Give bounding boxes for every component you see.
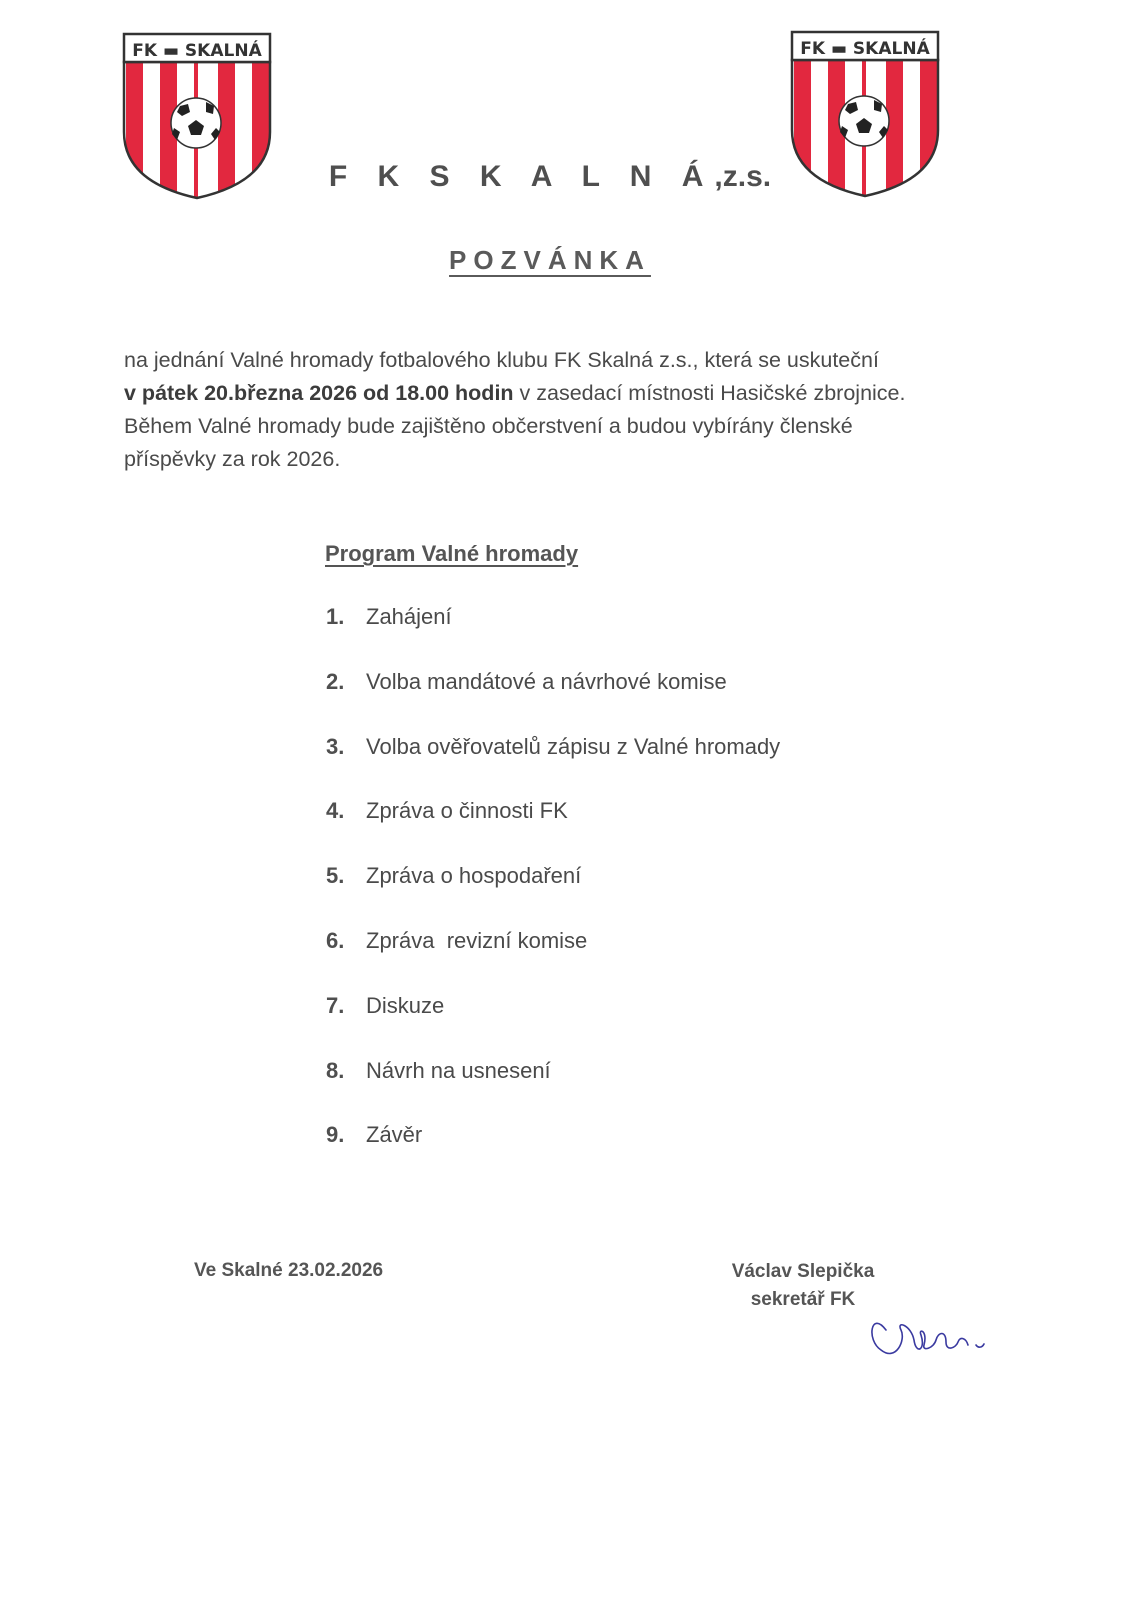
club-name: F K S K A L N Á — [328, 160, 715, 193]
agenda-item — [326, 1122, 780, 1187]
agenda-text: Zpráva o činnosti FK — [366, 798, 568, 824]
meeting-datetime: v pátek 20.března 2026 od 18.00 hodin — [124, 381, 514, 405]
intro-line-1: na jednání Valné hromady fotbalového klubu FK Skalná z.s., která se uskuteční — [124, 348, 879, 372]
agenda-item — [326, 928, 780, 993]
meeting-location: v zasedací místnosti Hasičské zbrojnice. — [513, 381, 906, 405]
intro-line-3: Během Valné hromady bude zajištěno občerstvení a budou vybírány členské — [124, 414, 853, 438]
agenda-text: Zpráva revizní komise — [366, 927, 588, 953]
agenda-number: 1. — [326, 604, 345, 629]
agenda-text: Návrh na usnesení — [366, 1057, 551, 1083]
agenda-text: Zahájení — [366, 604, 452, 629]
handwritten-signature — [866, 1300, 1006, 1370]
intro-line-2 — [124, 377, 1004, 410]
signer-block — [718, 1258, 888, 1314]
agenda-number: 4. — [326, 798, 345, 824]
agenda-text: Zpráva o hospodaření — [366, 863, 582, 889]
agenda-text: Diskuze — [366, 992, 445, 1018]
signer-name: Václav Slepička — [731, 1261, 875, 1282]
agenda-item — [326, 734, 780, 799]
agenda-number: 5. — [326, 863, 345, 889]
document-title — [0, 245, 1100, 276]
agenda-number: 3. — [326, 733, 345, 759]
agenda-number: 7. — [326, 992, 345, 1018]
place-and-date: Ve Skalné 23.02.2026 — [194, 1260, 384, 1281]
agenda-item — [326, 1058, 780, 1123]
agenda-list — [326, 604, 780, 1187]
agenda-text: Volba ověřovatelů zápisu z Valné hromady — [366, 733, 781, 759]
football-icon — [171, 98, 221, 148]
agenda-item — [326, 604, 780, 669]
agenda-text: Závěr — [366, 1122, 423, 1148]
agenda-item — [326, 993, 780, 1058]
agenda-item — [326, 798, 780, 863]
intro-line-4: příspěvky za rok 2026. — [124, 447, 341, 471]
agenda-number: 9. — [326, 1122, 345, 1148]
club-legal-form: ,z.s. — [714, 160, 772, 193]
agenda-number: 6. — [326, 927, 345, 953]
program-heading: Program Valné hromady — [325, 541, 579, 566]
svg-text:FK ▬ SKALNÁ: FK ▬ SKALNÁ — [132, 41, 262, 61]
football-icon — [839, 96, 889, 146]
signer-role: sekretář FK — [750, 1289, 856, 1310]
agenda-number: 2. — [326, 668, 345, 694]
invitation-text — [124, 344, 1004, 476]
club-title — [0, 160, 1100, 194]
agenda-text: Volba mandátové a návrhové komise — [366, 668, 727, 694]
agenda-item — [326, 669, 780, 734]
agenda-number: 8. — [326, 1057, 345, 1083]
agenda-item — [326, 863, 780, 928]
invitation-heading: POZVÁNKA — [449, 245, 651, 275]
svg-text:FK ▬ SKALNÁ: FK ▬ SKALNÁ — [800, 39, 930, 59]
